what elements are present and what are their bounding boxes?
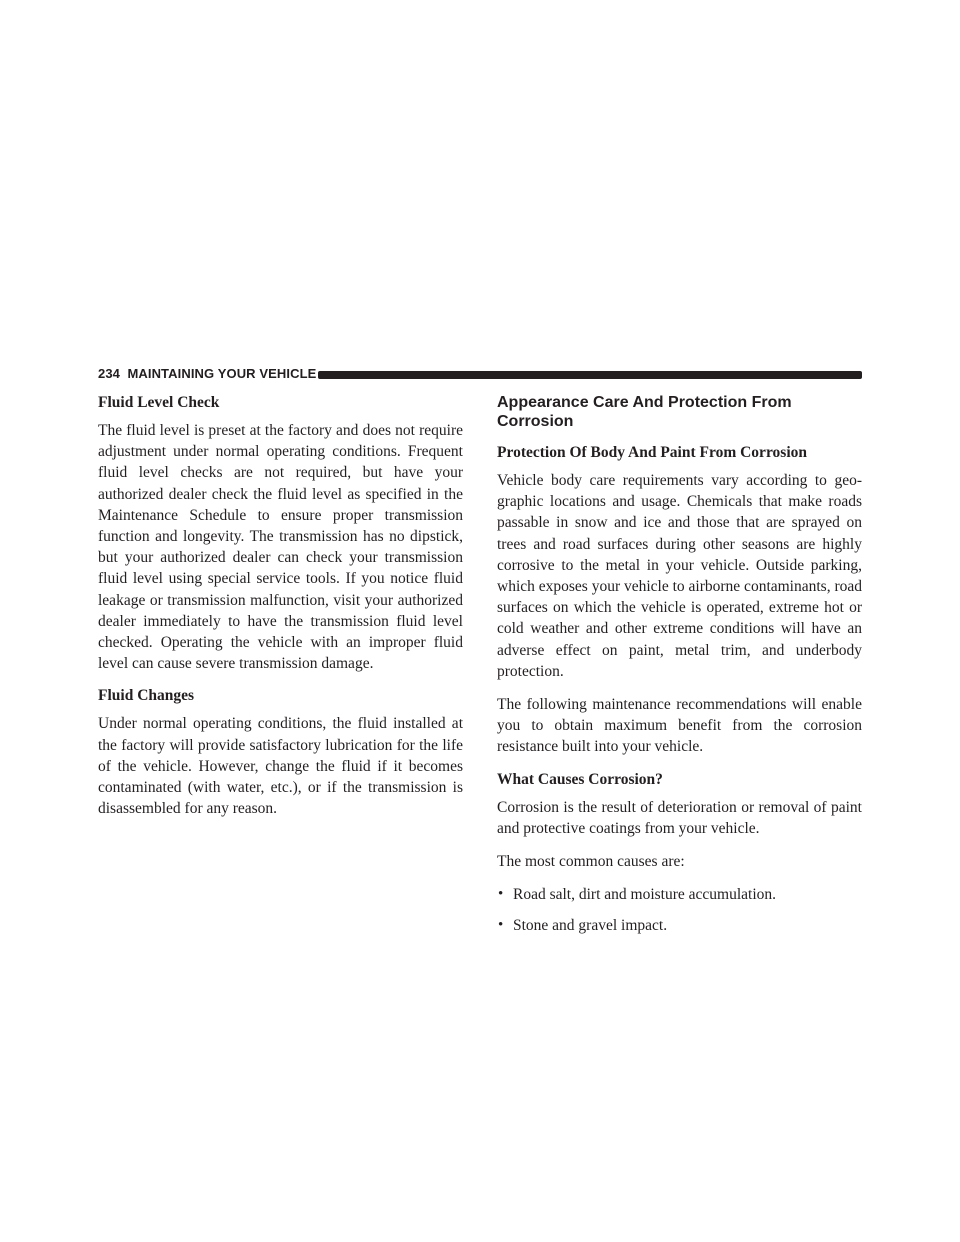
causes-text: Corrosion is the result of deterioration or removal of paint and protective coatings from your vehicle.	[497, 798, 862, 837]
protection-text-2: The following maintenance recommendations will enable you to obtain maximum benefit from the corrosion resistance built into your vehicle.	[497, 696, 862, 756]
fluid-changes-text: Under normal operating conditions, the fluid installed at the factory will provide satisfactory lubrication for the life of the vehicle. However, change the fluid if it becomes contaminated (with water, etc.), or if the transmission is disassembled for any reason.	[98, 715, 463, 818]
protection-text: Vehicle body care requirements vary according to geographic locations and usage. Chemicals that make roads passable in snow and ice and those that are sprayed on trees and road surfaces during other seasons are highly corrosive to the metal in your vehicle. Outside parking, which exposes your vehicle to airborne contaminants, road surfaces on which the vehicle is operated, extreme hot or cold weather and other extreme conditions will have an adverse effect on paint, metal trim, and underbody protection.	[497, 472, 862, 680]
causes-heading: What Causes Corrosion?	[497, 770, 663, 788]
fluid-changes-heading: Fluid Changes	[98, 687, 195, 705]
appearance-care-heading: Appearance Care And Protection From Corrosion	[497, 394, 792, 430]
causes-list	[497, 884, 862, 936]
list-item-text: Road salt, dirt and moisture accumulation.	[513, 886, 777, 904]
right-column	[497, 393, 862, 947]
list-item	[497, 884, 862, 905]
page-number: 234	[98, 366, 120, 381]
bullet-icon: •	[498, 886, 504, 903]
header-label	[98, 366, 316, 381]
fluid-level-check-text: The fluid level is preset at the factory and does not require adjustment under normal operating conditions. Frequent fluid level checks are not required, but have your authorized dealer check the fluid level as specified in the Maintenance Schedule to ensure proper transmission function and longevity. The transmission has no dipstick, but your authorized dealer can check your transmission fluid level using special service tools. If you notice fluid leakage or transmission malfunction, visit your authorized dealer immediately to have the transmission fluid level checked. Operating the vehicle with an improper fluid level can cause severe transmission damage.	[98, 422, 463, 673]
header-rule	[318, 371, 862, 379]
left-column	[98, 393, 463, 831]
bullet-icon: •	[498, 917, 504, 934]
causes-intro: The most common causes are:	[497, 853, 685, 871]
list-item-text: Stone and gravel impact.	[513, 917, 668, 935]
protection-heading: Protection Of Body And Paint From Corrosion	[497, 444, 807, 461]
page-header	[98, 365, 862, 387]
fluid-level-check-heading: Fluid Level Check	[98, 394, 220, 411]
list-item	[497, 915, 862, 936]
section-title: MAINTAINING YOUR VEHICLE	[127, 366, 317, 381]
